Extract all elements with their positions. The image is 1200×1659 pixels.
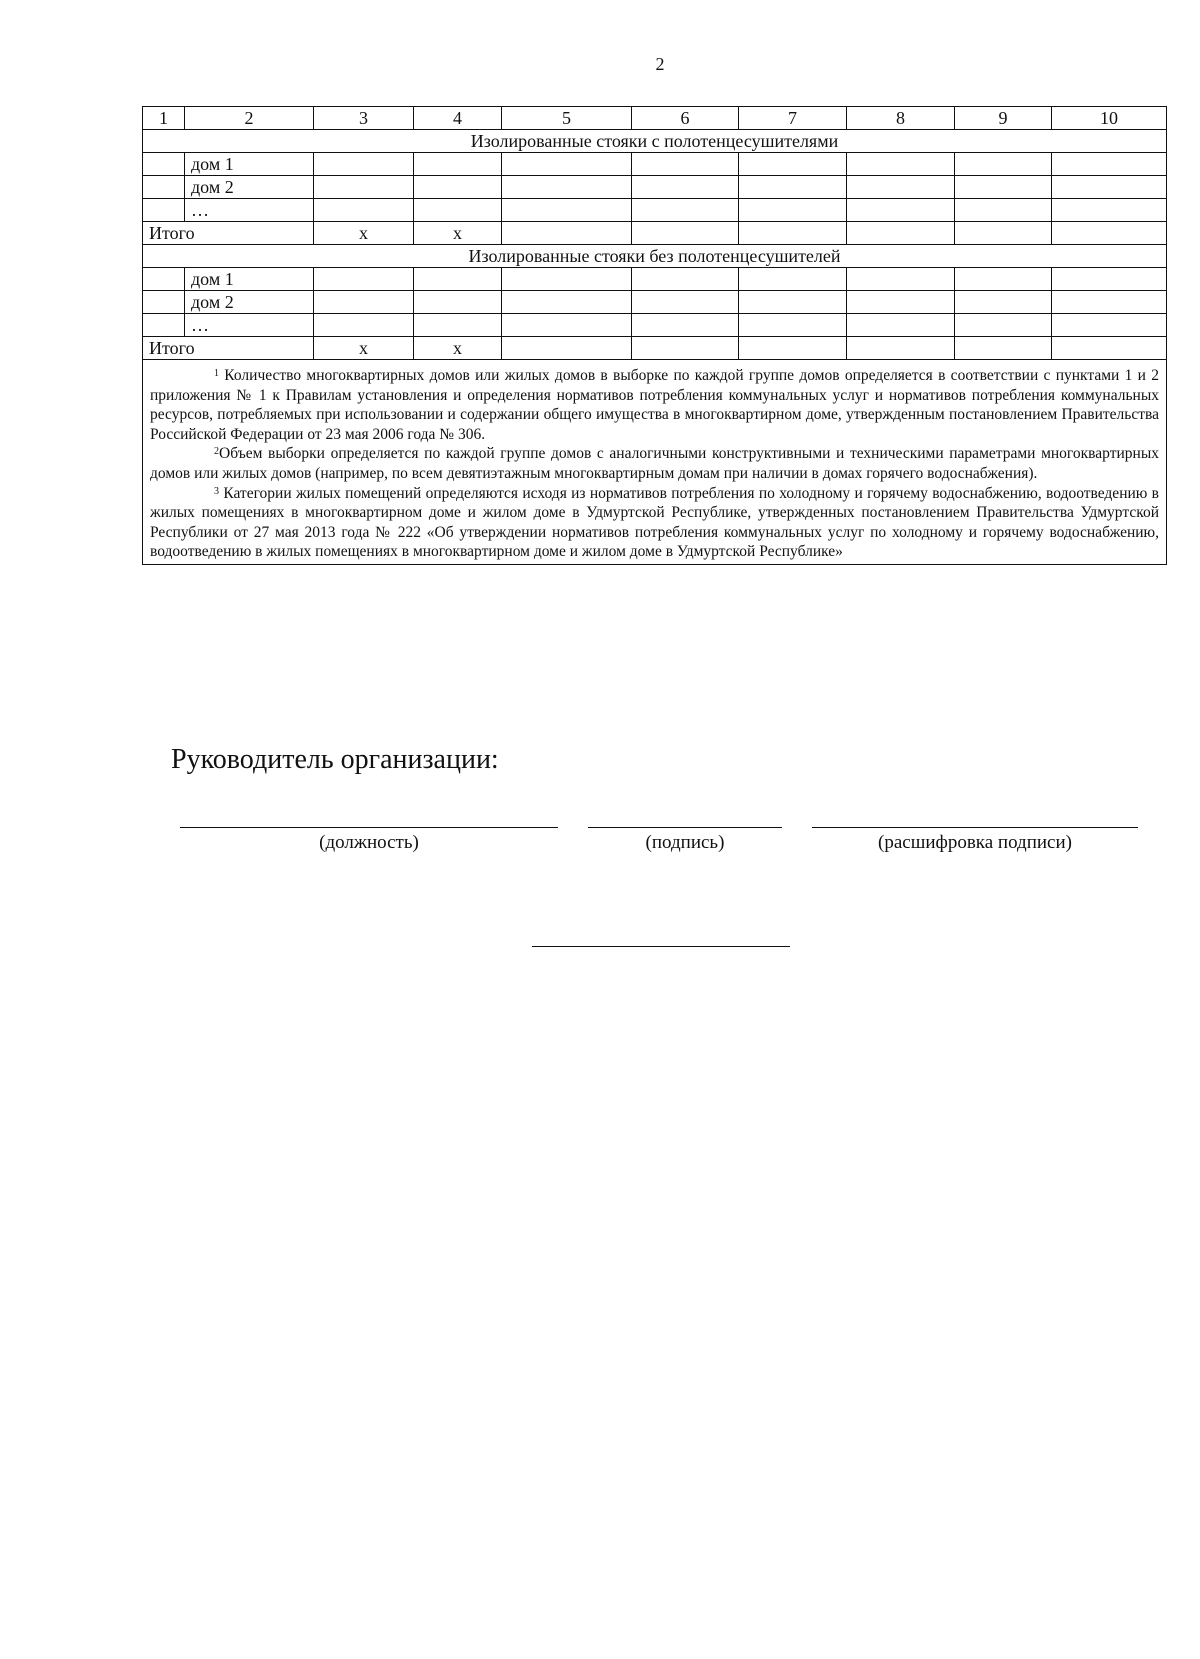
total-col3: х	[314, 222, 414, 245]
signer-title: Руководитель организации:	[171, 744, 499, 775]
footnote-mark: 2	[214, 446, 219, 458]
footnote-mark: 1	[214, 368, 219, 379]
col-number: 4	[414, 107, 502, 130]
col-number: 2	[185, 107, 314, 130]
footnote-mark: 3	[214, 485, 219, 497]
col-number: 10	[1052, 107, 1167, 130]
table-row	[143, 199, 1167, 222]
footnotes-row	[143, 360, 1167, 565]
footnote-1	[150, 366, 1159, 444]
house-label: дом 2	[185, 176, 314, 199]
footnote-text: Объем выборки определяется по каждой группе домов с аналогичными конструктивными и техническими параметрами многоквартирных домов или жилых домов (например, по всем девятиэтажным многоквартирным домам при наличии в домах горячего водоснабжения).	[150, 445, 1159, 482]
position-line	[180, 827, 558, 828]
section-title: Изолированные стояки с полотенцесушителями	[143, 130, 1167, 153]
table-row	[143, 314, 1167, 337]
section-title-row	[143, 130, 1167, 153]
col-number: 3	[314, 107, 414, 130]
house-label: дом 1	[185, 153, 314, 176]
signature-line	[588, 827, 782, 828]
footnote-text: Количество многоквартирных домов или жилых домов в выборке по каждой группе домов определяется в соответствии с пунктами 1 и 2 приложения № 1 к Правилам установления и определения нормативов потребления коммунальных услуг и нормативов потребления коммунальных ресурсов, потребляемых при использовании и содержании общего имущества в многоквартирном доме, утвержденным постановлением Правительства Российской Федерации от 23 мая 2006 года № 306.	[150, 367, 1159, 443]
table-row	[143, 153, 1167, 176]
col-number: 8	[847, 107, 955, 130]
signature-caption: (подпись)	[645, 832, 725, 853]
total-label: Итого	[143, 337, 314, 360]
section-title: Изолированные стояки без полотенцесушителей	[143, 245, 1167, 268]
col-number: 5	[502, 107, 632, 130]
house-label: …	[185, 314, 314, 337]
decoding-caption: (расшифровка подписи)	[878, 832, 1072, 853]
house-label: …	[185, 199, 314, 222]
table-row	[143, 268, 1167, 291]
footnotes	[143, 360, 1167, 565]
table-row	[143, 291, 1167, 314]
footnote-3	[150, 484, 1159, 562]
bottom-line	[532, 946, 790, 947]
total-col4: х	[414, 337, 502, 360]
house-label: дом 2	[185, 291, 314, 314]
table-row	[143, 176, 1167, 199]
total-col3: х	[314, 337, 414, 360]
total-label: Итого	[143, 222, 314, 245]
decoding-line	[812, 827, 1138, 828]
col-number: 9	[955, 107, 1052, 130]
house-label: дом 1	[185, 268, 314, 291]
section-title-row	[143, 245, 1167, 268]
footnote-2	[150, 444, 1159, 483]
col-number: 6	[632, 107, 739, 130]
total-row	[143, 337, 1167, 360]
footnote-text: Категории жилых помещений определяются исходя из нормативов потребления по холодному и горячему водоснабжению, водоотведению в жилых помещениях в многоквартирном доме и жилом доме в Удмуртской Республике, утвержденных постановлением Правительства Удмуртской Республики от 27 мая 2013 года № 222 «Об утверждении нормативов потребления коммунальных услуг по холодному и горячему водоснабжению, водоотведению в жилых помещениях в многоквартирном доме и жилом доме в Удмуртской Республике»	[150, 484, 1159, 561]
sampling-table	[142, 106, 1167, 565]
col-number: 7	[739, 107, 847, 130]
position-caption: (должность)	[319, 832, 419, 853]
page-number: 2	[655, 54, 665, 74]
total-col4: х	[414, 222, 502, 245]
total-row	[143, 222, 1167, 245]
column-numbers-row	[143, 107, 1167, 130]
col-number: 1	[143, 107, 185, 130]
